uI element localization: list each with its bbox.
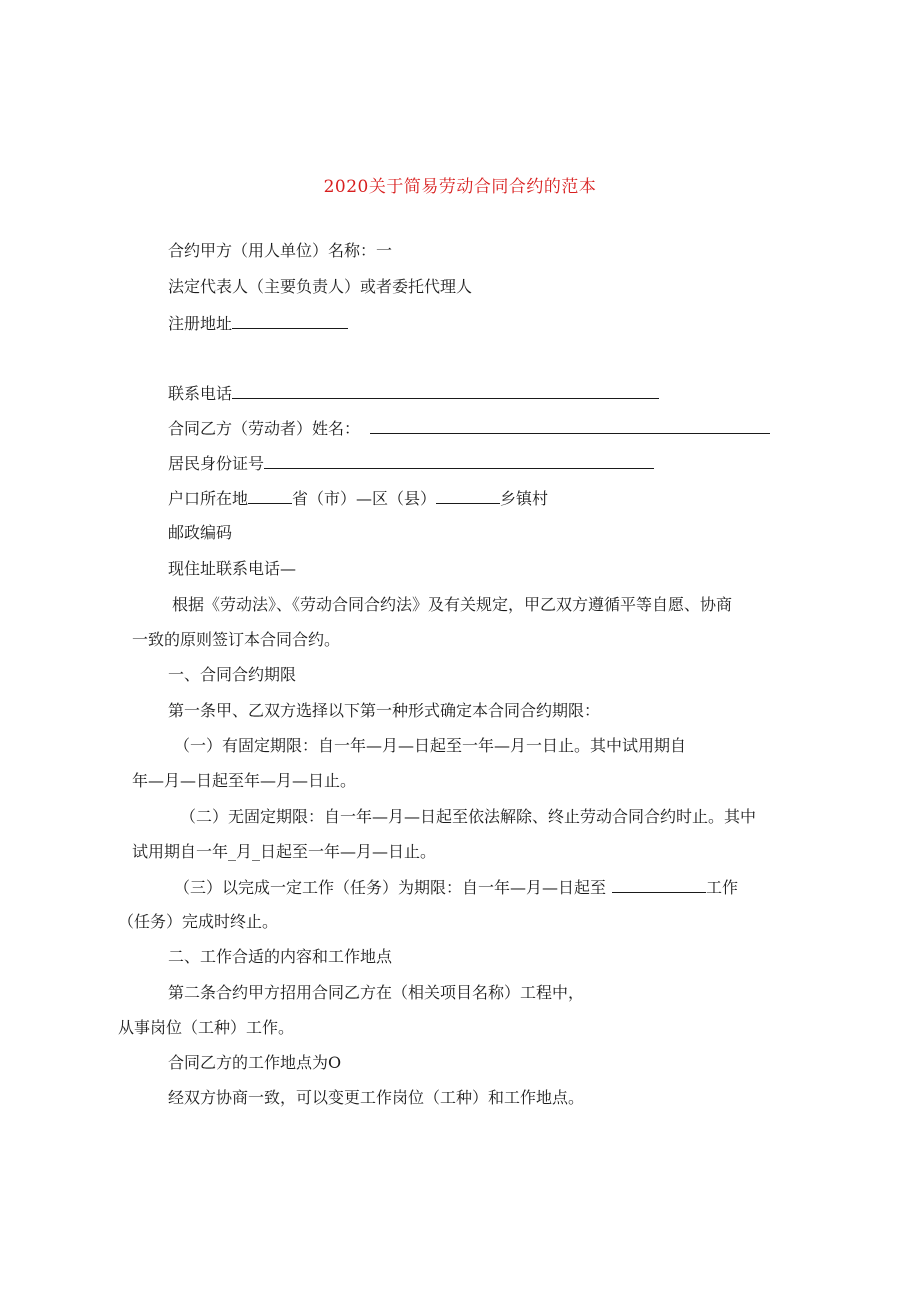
id-number-blank	[264, 452, 654, 469]
article-1: 第一条甲、乙双方选择以下第一种形式确定本合同合约期限：	[168, 701, 601, 720]
item-3-end: 工作	[706, 878, 739, 897]
item-3-line-b: （任务）完成时终止。	[118, 912, 279, 931]
item-1-line-a: （一）有固定期限：自一年—月—日起至一年—月一日止。其中试用期自	[174, 736, 687, 755]
current-address-line: 现住址联系电话—	[168, 559, 297, 578]
intro-line-2: 一致的原则签订本合同合约。	[132, 630, 341, 649]
item-2-line-a: （二）无固定期限：自一年—月—日起至依法解除、终止劳动合同合约时止。其中	[180, 807, 757, 826]
article-2-line-a: 第二条合约甲方招用合同乙方在（相关项目名称）工程中，	[168, 983, 585, 1002]
reg-address-line	[168, 312, 348, 335]
section-1-heading: 一、合同合约期限	[168, 665, 297, 684]
item-1-line-b: 年—月—日起至年—月—日止。	[132, 771, 357, 790]
postcode-line: 邮政编码	[168, 523, 233, 542]
change-note-line: 经双方协商一致，可以变更工作岗位（工种）和工作地点。	[168, 1088, 585, 1107]
household-town-blank	[436, 487, 500, 504]
party-b-name-blank	[370, 417, 770, 434]
legal-rep-line: 法定代表人（主要负责人）或者委托代理人	[168, 277, 473, 296]
household-mid: 省（市）—区（县）	[292, 489, 437, 508]
phone-line	[168, 382, 659, 405]
id-number-label: 居民身份证号	[168, 454, 265, 473]
item-2-line-b: 试用期自一年_月_日起至一年—月—日止。	[132, 842, 437, 861]
document-title: 2020关于简易劳动合同合约的范本	[323, 177, 597, 197]
reg-address-label: 注册地址	[168, 314, 233, 333]
party-b-name-label: 合同乙方（劳动者）姓名：	[168, 419, 361, 438]
household-line	[168, 487, 548, 510]
item-3-line-a	[174, 876, 738, 899]
item-3-blank	[612, 876, 706, 893]
household-province-blank	[248, 487, 292, 504]
party-a-name-line: 合约甲方（用人单位）名称：一	[168, 241, 393, 260]
section-2-heading: 二、工作合适的内容和工作地点	[168, 947, 393, 966]
work-place-line: 合同乙方的工作地点为O	[168, 1053, 342, 1072]
household-end: 乡镇村	[500, 489, 549, 508]
item-3-text: （三）以完成一定工作（任务）为期限：自一年—月—日起至	[174, 878, 607, 897]
household-label: 户口所在地	[168, 489, 249, 508]
id-number-line	[168, 452, 654, 475]
article-2-line-b: 从事岗位（工种）工作。	[118, 1018, 295, 1037]
reg-address-blank	[232, 312, 348, 329]
intro-line-1: 根据《劳动法》、《劳动合同合约法》及有关规定，甲乙双方遵循平等自愿、协商	[172, 595, 733, 614]
party-b-name-line	[168, 417, 770, 440]
phone-label: 联系电话	[168, 384, 233, 403]
phone-blank	[232, 382, 659, 399]
